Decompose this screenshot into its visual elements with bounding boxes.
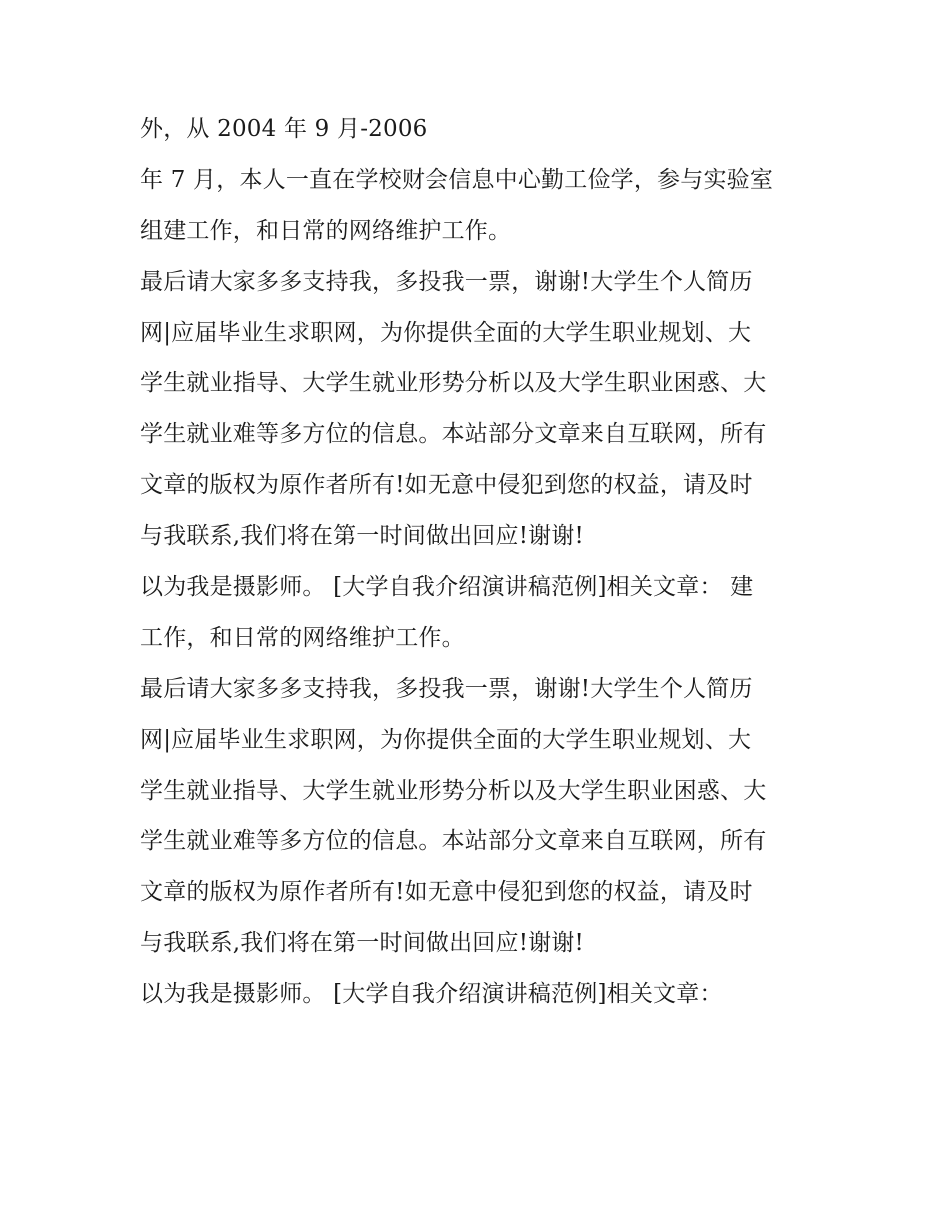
text-line: 学生就业指导、大学生就业形势分析以及大学生职业困惑、大 — [140, 777, 767, 804]
text-line: 最后请大家多多支持我，多投我一票，谢谢!大学生个人简历 — [140, 675, 753, 702]
text-line: 与我联系,我们将在第一时间做出回应!谢谢! — [140, 523, 584, 550]
text-line: 以为我是摄影师。 [大学自我介绍演讲稿范例]相关文章： 建 — [140, 574, 754, 601]
text-line: 学生就业指导、大学生就业形势分析以及大学生职业困惑、大 — [140, 370, 767, 397]
text-line: 与我联系,我们将在第一时间做出回应!谢谢! — [140, 930, 584, 957]
text-line: 组建工作，和日常的网络维护工作。 — [140, 217, 512, 244]
text-line: 年 7 月，本人一直在学校财会信息中心勤工俭学，参与实验室 — [140, 166, 774, 193]
text-line: 以为我是摄影师。 [大学自我介绍演讲稿范例]相关文章： — [140, 981, 723, 1008]
text-line: 网|应届毕业生求职网，为你提供全面的大学生职业规划、大 — [140, 319, 752, 346]
text-line: 学生就业难等多方位的信息。本站部分文章来自互联网，所有 — [140, 421, 767, 448]
text-line: 工作，和日常的网络维护工作。 — [140, 624, 465, 651]
document-body — [140, 104, 820, 1020]
text-line: 文章的版权为原作者所有!如无意中侵犯到您的权益，请及时 — [140, 879, 753, 906]
text-line: 网|应届毕业生求职网，为你提供全面的大学生职业规划、大 — [140, 726, 752, 753]
text-line: 学生就业难等多方位的信息。本站部分文章来自互联网，所有 — [140, 828, 767, 855]
text-line: 文章的版权为原作者所有!如无意中侵犯到您的权益，请及时 — [140, 472, 753, 499]
text-line: 最后请大家多多支持我，多投我一票，谢谢!大学生个人简历 — [140, 268, 753, 295]
text-line: 外，从 2004 年 9 月-2006 — [140, 116, 428, 142]
